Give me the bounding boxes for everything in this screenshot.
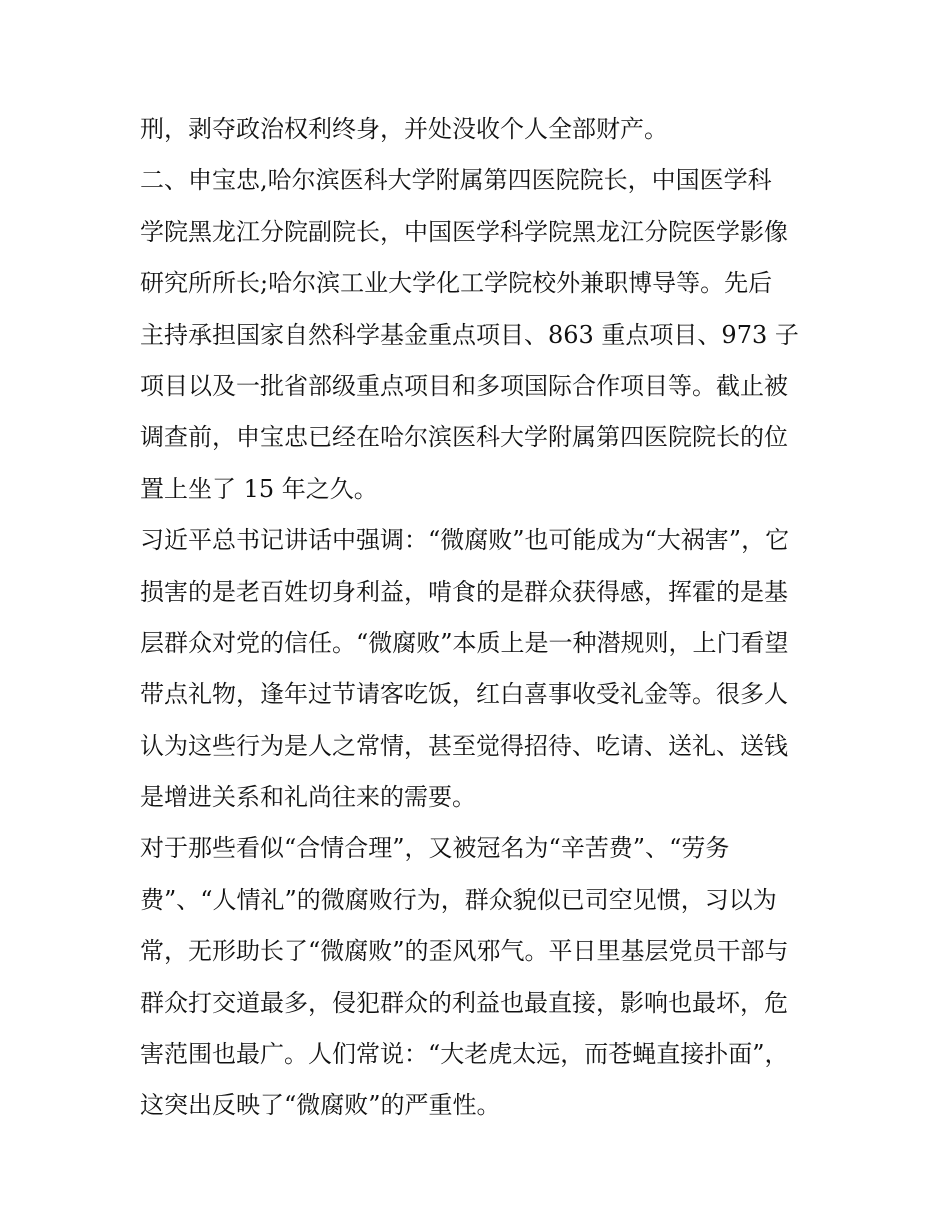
text-line: 认为这些行为是人之常情，甚至觉得招待、吃请、送礼、送钱: [140, 731, 788, 760]
text-line: 是增进关系和礼尚往来的需要。: [140, 783, 476, 812]
text-line: 学院黑龙江分院副院长，中国医学科学院黑龙江分院医学影像: [140, 217, 788, 246]
text-line: 调查前，申宝忠已经在哈尔滨医科大学附属第四医院院长的位: [140, 423, 788, 452]
text-line: 项目以及一批省部级重点项目和多项国际合作项目等。截止被: [140, 371, 788, 400]
text-line: 害范围也最广。人们常说：“大老虎太远，而苍蝇直接扑面”，: [140, 1040, 789, 1069]
text-line: 层群众对党的信任。“微腐败”本质上是一种潜规则，上门看望: [140, 628, 789, 657]
text-line: 费”、“人情礼”的微腐败行为，群众貌似已司空见惯，习以为: [140, 885, 777, 914]
text-line: 主持承担国家自然科学基金重点项目、863 重点项目、973 子: [140, 320, 799, 349]
text-line: 置上坐了 15 年之久。: [140, 474, 378, 503]
text-line: 刑，剥夺政治权利终身，并处没收个人全部财产。: [140, 115, 668, 143]
text-line: 二、申宝忠,哈尔滨医科大学附属第四医院院长，中国医学科: [140, 166, 772, 195]
text-line: 这突出反映了“微腐败”的严重性。: [140, 1091, 501, 1120]
text-line: 群众打交道最多，侵犯群众的利益也最直接，影响也最坏，危: [140, 988, 788, 1017]
text-line: 对于那些看似“合情合理”，又被冠名为“辛苦费”、“劳务: [140, 834, 730, 863]
text-line: 常，无形助长了“微腐败”的歪风邪气。平日里基层党员干部与: [140, 937, 789, 966]
text-line: 损害的是老百姓切身利益，啃食的是群众获得感，挥霍的是基: [140, 577, 788, 606]
text-line: 研究所所长;哈尔滨工业大学化工学院校外兼职博导等。先后: [140, 269, 773, 298]
text-line: 带点礼物，逢年过节请客吃饭，红白喜事收受礼金等。很多人: [140, 680, 788, 709]
text-line: 习近平总书记讲话中强调：“微腐败”也可能成为“大祸害”，它: [140, 526, 790, 555]
document-body: [140, 104, 830, 1132]
